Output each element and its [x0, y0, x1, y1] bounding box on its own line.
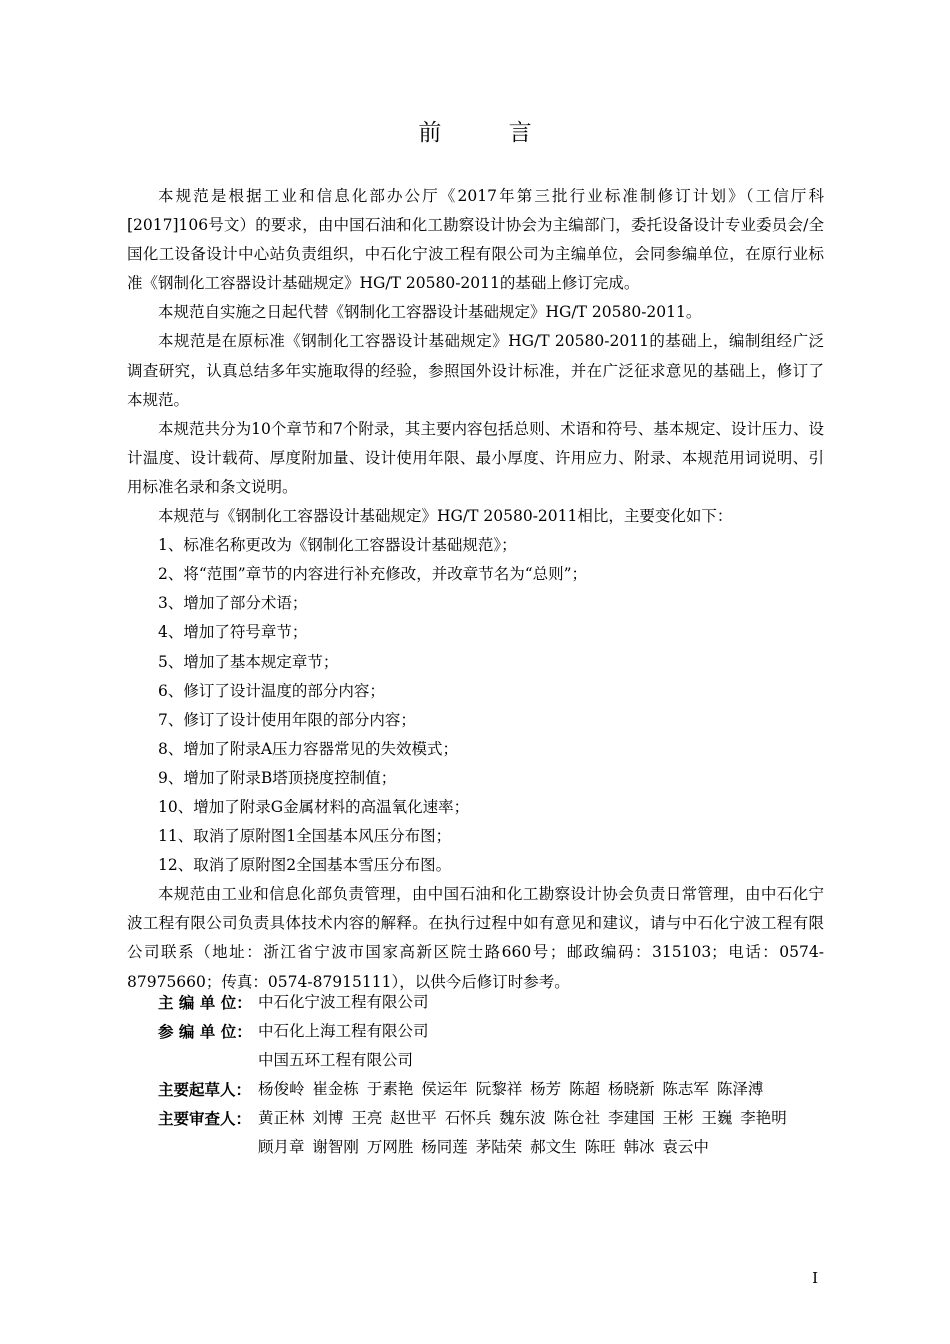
- chief-unit-name: 中石化宁波工程有限公司: [258, 993, 429, 1011]
- change-item: 2、将“范围”章节的内容进行补充修改，并改章节名为“总则”；: [158, 565, 588, 584]
- drafters-label: 主要起草人：: [158, 1080, 252, 1100]
- credits-block: [158, 988, 838, 1163]
- participant-unit-name: 中石化上海工程有限公司: [258, 1022, 429, 1041]
- drafters-row: [158, 1075, 838, 1104]
- preface-body: [127, 182, 824, 997]
- change-item: 6、修订了设计温度的部分内容；: [158, 681, 385, 700]
- participant-unit-row: [158, 1017, 838, 1046]
- change-item: 4、增加了符号章节；: [158, 623, 308, 642]
- paragraph-revision: 本规范是在原标准《钢制化工容器设计基础规定》HG/T 20580-2011的基础上，编制组经广泛调查研究，认真总结多年实施取得的经验，参照国外设计标准，并在广泛征求意见的基础上，修订了本规范。: [127, 332, 824, 409]
- change-item: 3、增加了部分术语；: [158, 594, 308, 613]
- reviewers-names: 黄正林 刘博 王亮 赵世平 石怀兵 魏东波 陈仓社 李建国 王彬 王巍 李艳明: [258, 1109, 787, 1128]
- change-item: 10、增加了附录G金属材料的高温氧化速率；: [158, 797, 470, 816]
- paragraph-changes-intro: 本规范与《钢制化工容器设计基础规定》HG/T 20580-2011相比，主要变化如下：: [158, 507, 733, 526]
- page-number: I: [812, 1269, 818, 1287]
- paragraph-management: 本规范由工业和信息化部负责管理，由中国石油和化工勘察设计协会负责日常管理，由中石化宁波工程有限公司负责具体技术内容的解释。在执行过程中如有意见和建议，请与中石化宁波工程有限公司联系（地址：浙江省宁波市国家高新区院士路660号；邮政编码：315103；电话：0574-87975660；传真：0574-87915111），以供今后修订时参考。: [127, 885, 824, 991]
- change-item: 12、取消了原附图2全国基本雪压分布图。: [158, 856, 452, 875]
- chief-unit-label: 主 编 单 位：: [158, 993, 252, 1012]
- reviewers-row: [158, 1104, 838, 1133]
- change-item: 7、修订了设计使用年限的部分内容；: [158, 710, 416, 729]
- change-item: 11、取消了原附图1全国基本风压分布图；: [158, 827, 452, 846]
- participant-unit-name: 中国五环工程有限公司: [258, 1051, 414, 1070]
- change-item: 5、增加了基本规定章节；: [158, 652, 339, 671]
- participant-unit-label: 参 编 单 位：: [158, 1022, 252, 1042]
- reviewers-names-continued: 顾月章 谢智刚 万网胜 杨同莲 茅陆荣 郝文生 陈旺 韩冰 袁云中: [258, 1138, 709, 1157]
- paragraph-contents: 本规范共分为10个章节和7个附录，其主要内容包括总则、术语和符号、基本规定、设计压力、设计温度、设计载荷、厚度附加量、设计使用年限、最小厚度、许用应力、附录、本规范用词说明、引用标准名录和条文说明。: [127, 419, 824, 496]
- paragraph-basis: 本规范是根据工业和信息化部办公厅《2017年第三批行业标准制修订计划》（工信厅科[2017]106号文）的要求，由中国石油和化工勘察设计协会为主编部门，委托设备设计专业委员会/全国化工设备设计中心站负责组织，中石化宁波工程有限公司为主编单位，会同参编单位，在原行业标准《钢制化工容器设计基础规定》HG/T 20580-2011的基础上修订完成。: [127, 187, 824, 293]
- change-item: 8、增加了附录A压力容器常见的失效模式；: [158, 739, 459, 758]
- change-item: 9、增加了附录B塔顶挠度控制值；: [158, 768, 397, 787]
- reviewers-label: 主要审查人：: [158, 1109, 252, 1129]
- paragraph-replacement: 本规范自实施之日起代替《钢制化工容器设计基础规定》HG/T 20580-2011。: [158, 303, 702, 322]
- change-item: 1、标准名称更改为《钢制化工容器设计基础规范》；: [158, 536, 517, 555]
- chief-unit-row: [158, 988, 838, 1017]
- drafters-names: 杨俊岭 崔金栋 于素艳 侯运年 阮黎祥 杨芳 陈超 杨晓新 陈志军 陈泽溥: [258, 1080, 764, 1099]
- page-title: 前 言: [418, 120, 562, 146]
